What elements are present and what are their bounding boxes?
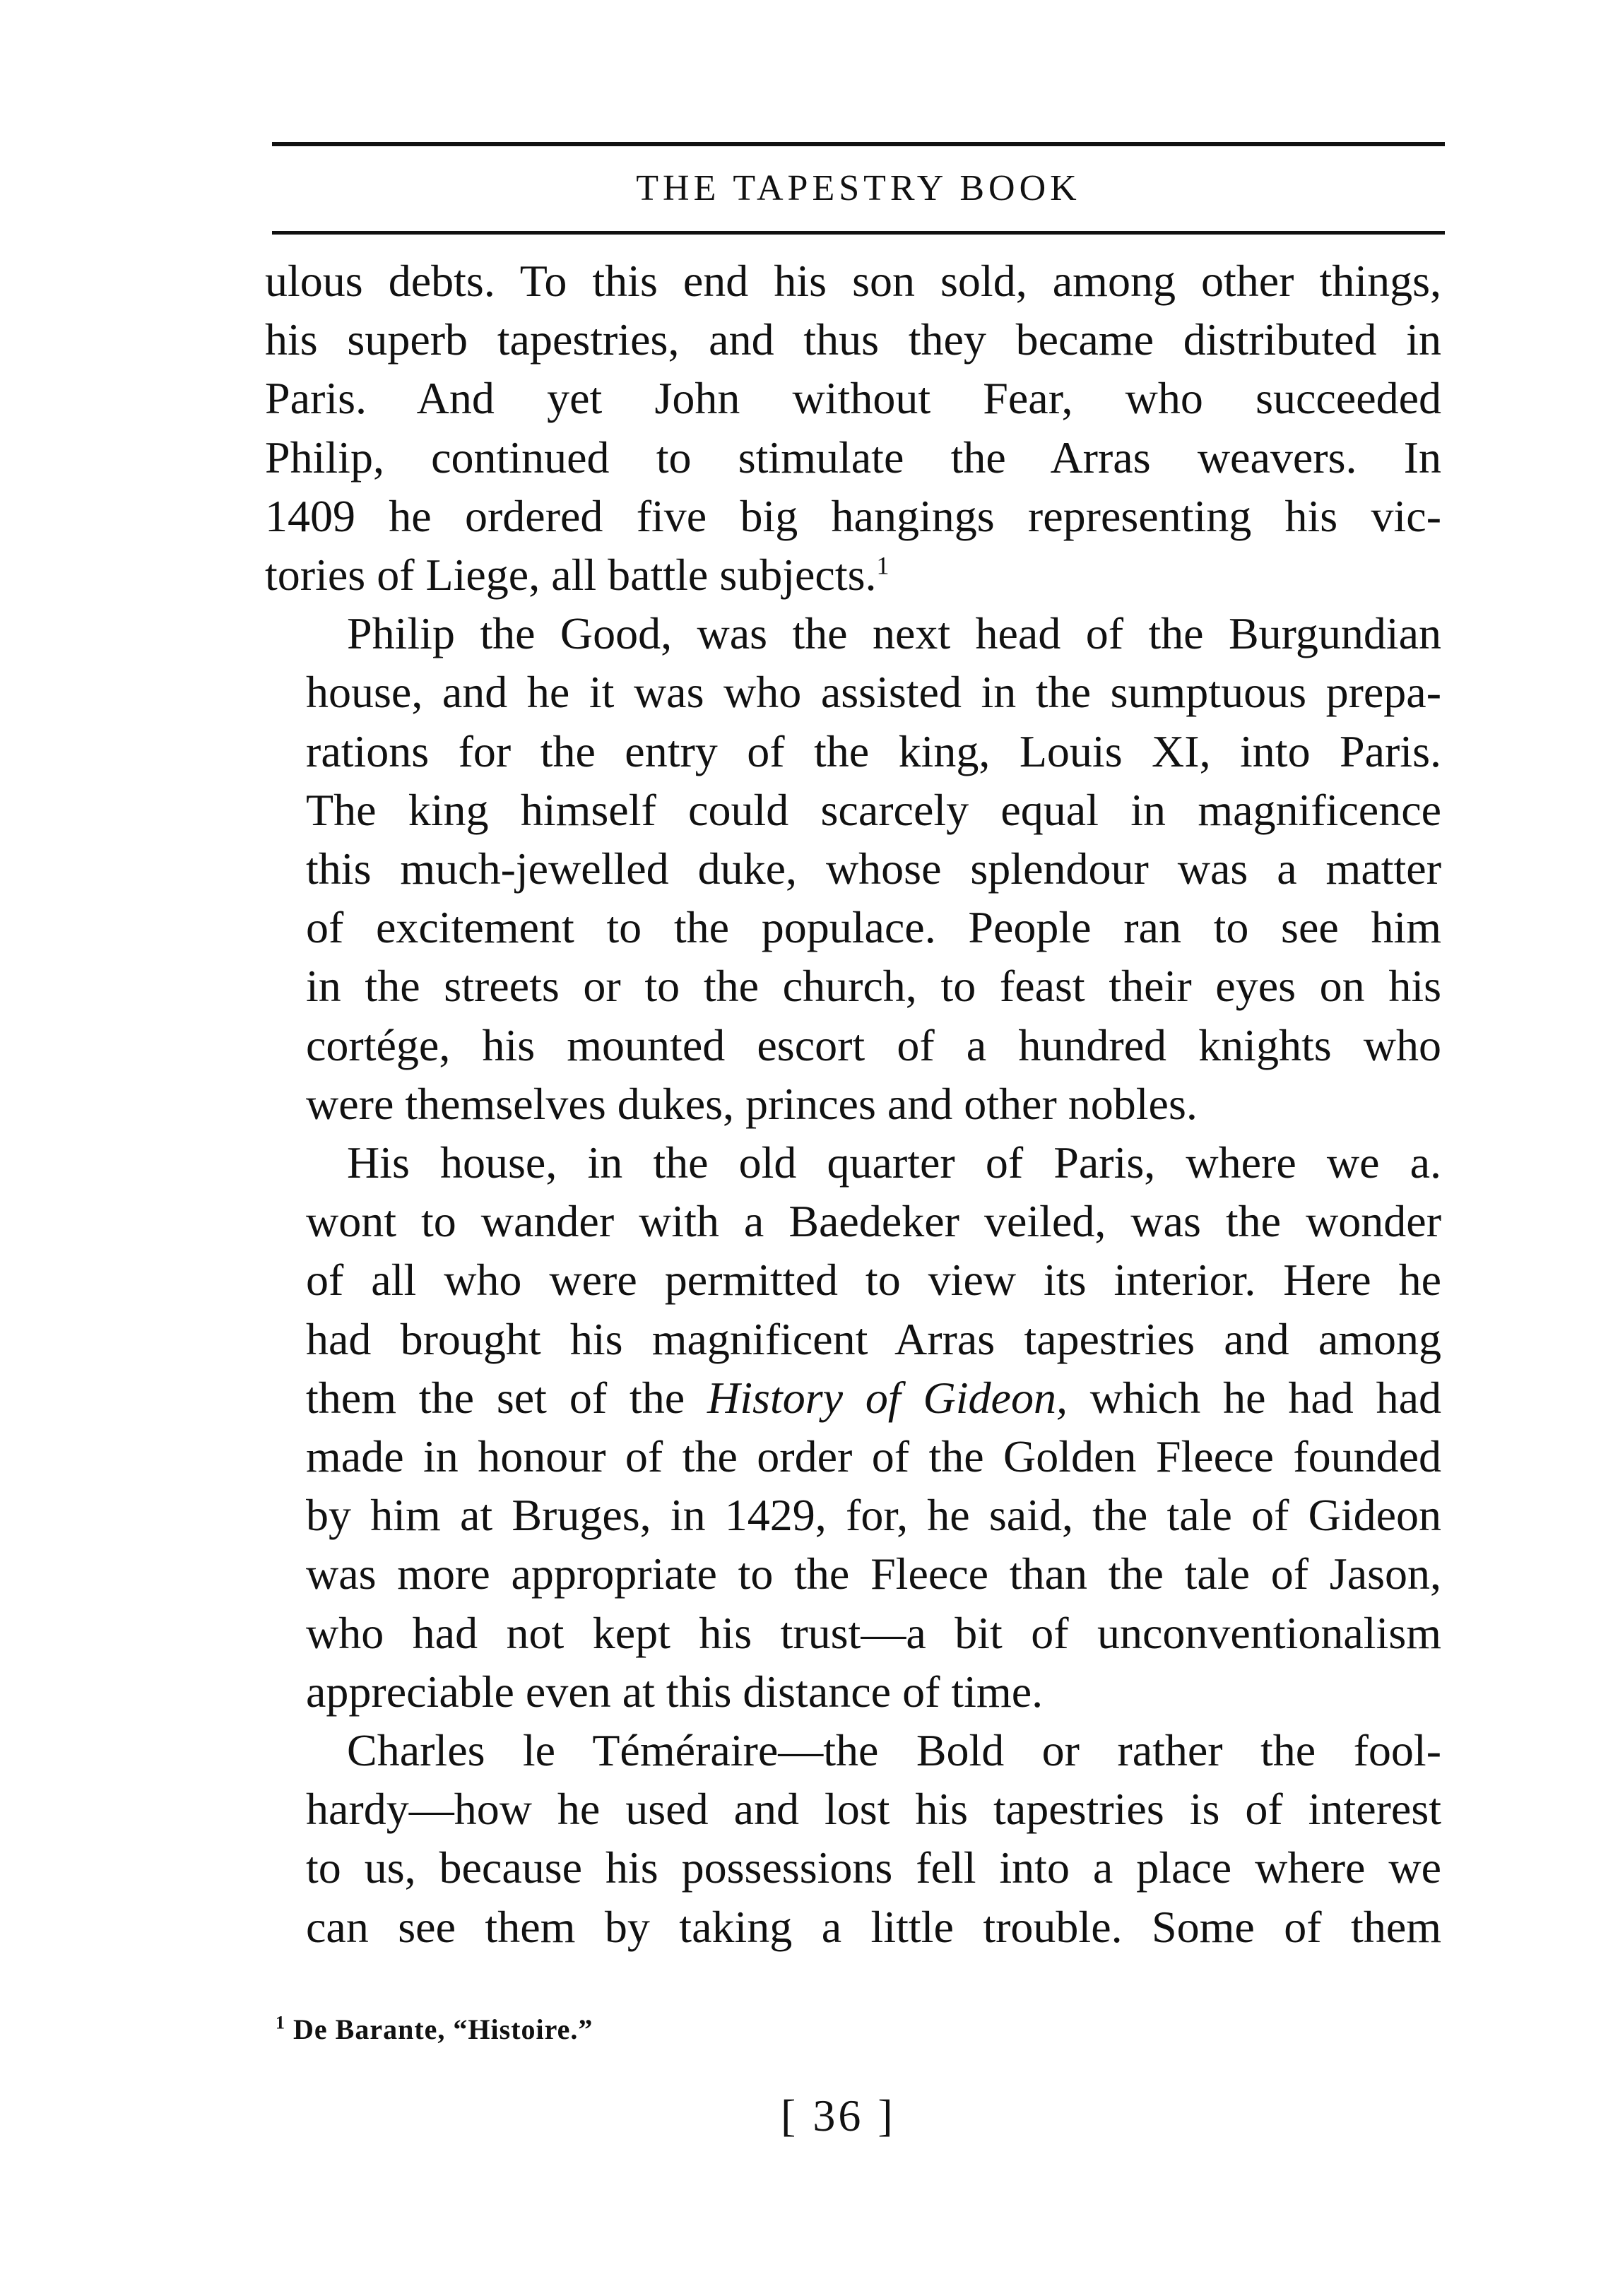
text-line: Philip the Good, was the next head of the Burgundian bbox=[347, 608, 1441, 659]
text-line bbox=[265, 545, 1441, 604]
text-line: who had not kept his trust—a bit of unconventionalism bbox=[306, 1607, 1441, 1658]
paragraph-4 bbox=[265, 1721, 1441, 1956]
text-line: The king himself could scarcely equal in magnificence bbox=[306, 784, 1441, 835]
text-line: Paris. And yet John without Fear, who succeeded bbox=[265, 373, 1441, 424]
text-line: appreciable even at this distance of time. bbox=[306, 1666, 1044, 1717]
footnote bbox=[276, 2010, 593, 2049]
text-line: had brought his magnificent Arras tapestries and among bbox=[306, 1313, 1441, 1364]
page-number: [ 36 ] bbox=[781, 2090, 896, 2141]
text-line: Charles le Téméraire—the Bold or rather the fool- bbox=[347, 1725, 1441, 1776]
text-line: by him at Bruges, in 1429, for, he said, the tale of Gideon bbox=[306, 1490, 1441, 1541]
text-fragment: them the set of the bbox=[306, 1372, 708, 1423]
text-line: of excitement to the populace. People ran to see him bbox=[306, 902, 1441, 953]
text-line: 1409 he ordered five big hangings representing his vic- bbox=[265, 490, 1441, 541]
header-rule-bottom bbox=[272, 231, 1445, 235]
text-line: His house, in the old quarter of Paris, where we a. bbox=[347, 1137, 1441, 1188]
footnote-text: De Barante, “Histoire.” bbox=[293, 2013, 593, 2045]
footnote-reference: 1 bbox=[876, 551, 890, 580]
text-line: in the streets or to the church, to feast their eyes on his bbox=[306, 961, 1441, 1012]
text-line: this much-jewelled duke, whose splendour was a matter bbox=[306, 844, 1441, 894]
text-line: can see them by taking a little trouble. Some of them bbox=[306, 1901, 1441, 1952]
text-line: ulous debts. To this end his son sold, among other things, bbox=[265, 256, 1441, 306]
running-head: THE TAPESTRY BOOK bbox=[636, 168, 1081, 208]
text-line: were themselves dukes, princes and other nobles. bbox=[306, 1078, 1198, 1129]
text-fragment: which he had had bbox=[1067, 1372, 1442, 1423]
text-line: Philip, continued to stimulate the Arras weavers. In bbox=[265, 432, 1441, 483]
text-line: was more appropriate to the Fleece than the tale of Jason, bbox=[306, 1549, 1441, 1599]
text-line: hardy—how he used and lost his tapestries is of interest bbox=[306, 1784, 1441, 1835]
text-line: house, and he it was who assisted in the sumptuous prepa- bbox=[306, 667, 1441, 718]
text-line: wont to wander with a Baedeker veiled, was the wonder bbox=[306, 1196, 1441, 1247]
text-line bbox=[265, 1368, 1441, 1427]
footnote-mark: 1 bbox=[276, 2012, 285, 2033]
text-line: his superb tapestries, and thus they became distributed in bbox=[265, 314, 1441, 365]
text-line: rations for the entry of the king, Louis XI, into Paris. bbox=[306, 726, 1441, 776]
paragraph-2 bbox=[265, 604, 1441, 1133]
text-line: to us, because his possessions fell into a place where we bbox=[306, 1842, 1441, 1893]
paragraph-1 bbox=[265, 252, 1441, 604]
italic-title: History of Gideon, bbox=[707, 1372, 1068, 1423]
text-line: made in honour of the order of the Golden Fleece founded bbox=[306, 1431, 1441, 1482]
text-fragment: tories of Liege, all battle subjects. bbox=[265, 550, 877, 600]
text-line: cortége, his mounted escort of a hundred knights who bbox=[306, 1019, 1441, 1070]
text-line: of all who were permitted to view its interior. Here he bbox=[306, 1255, 1441, 1306]
header-rule-top bbox=[272, 142, 1445, 146]
body-text bbox=[265, 252, 1441, 1956]
paragraph-3 bbox=[265, 1133, 1441, 1721]
